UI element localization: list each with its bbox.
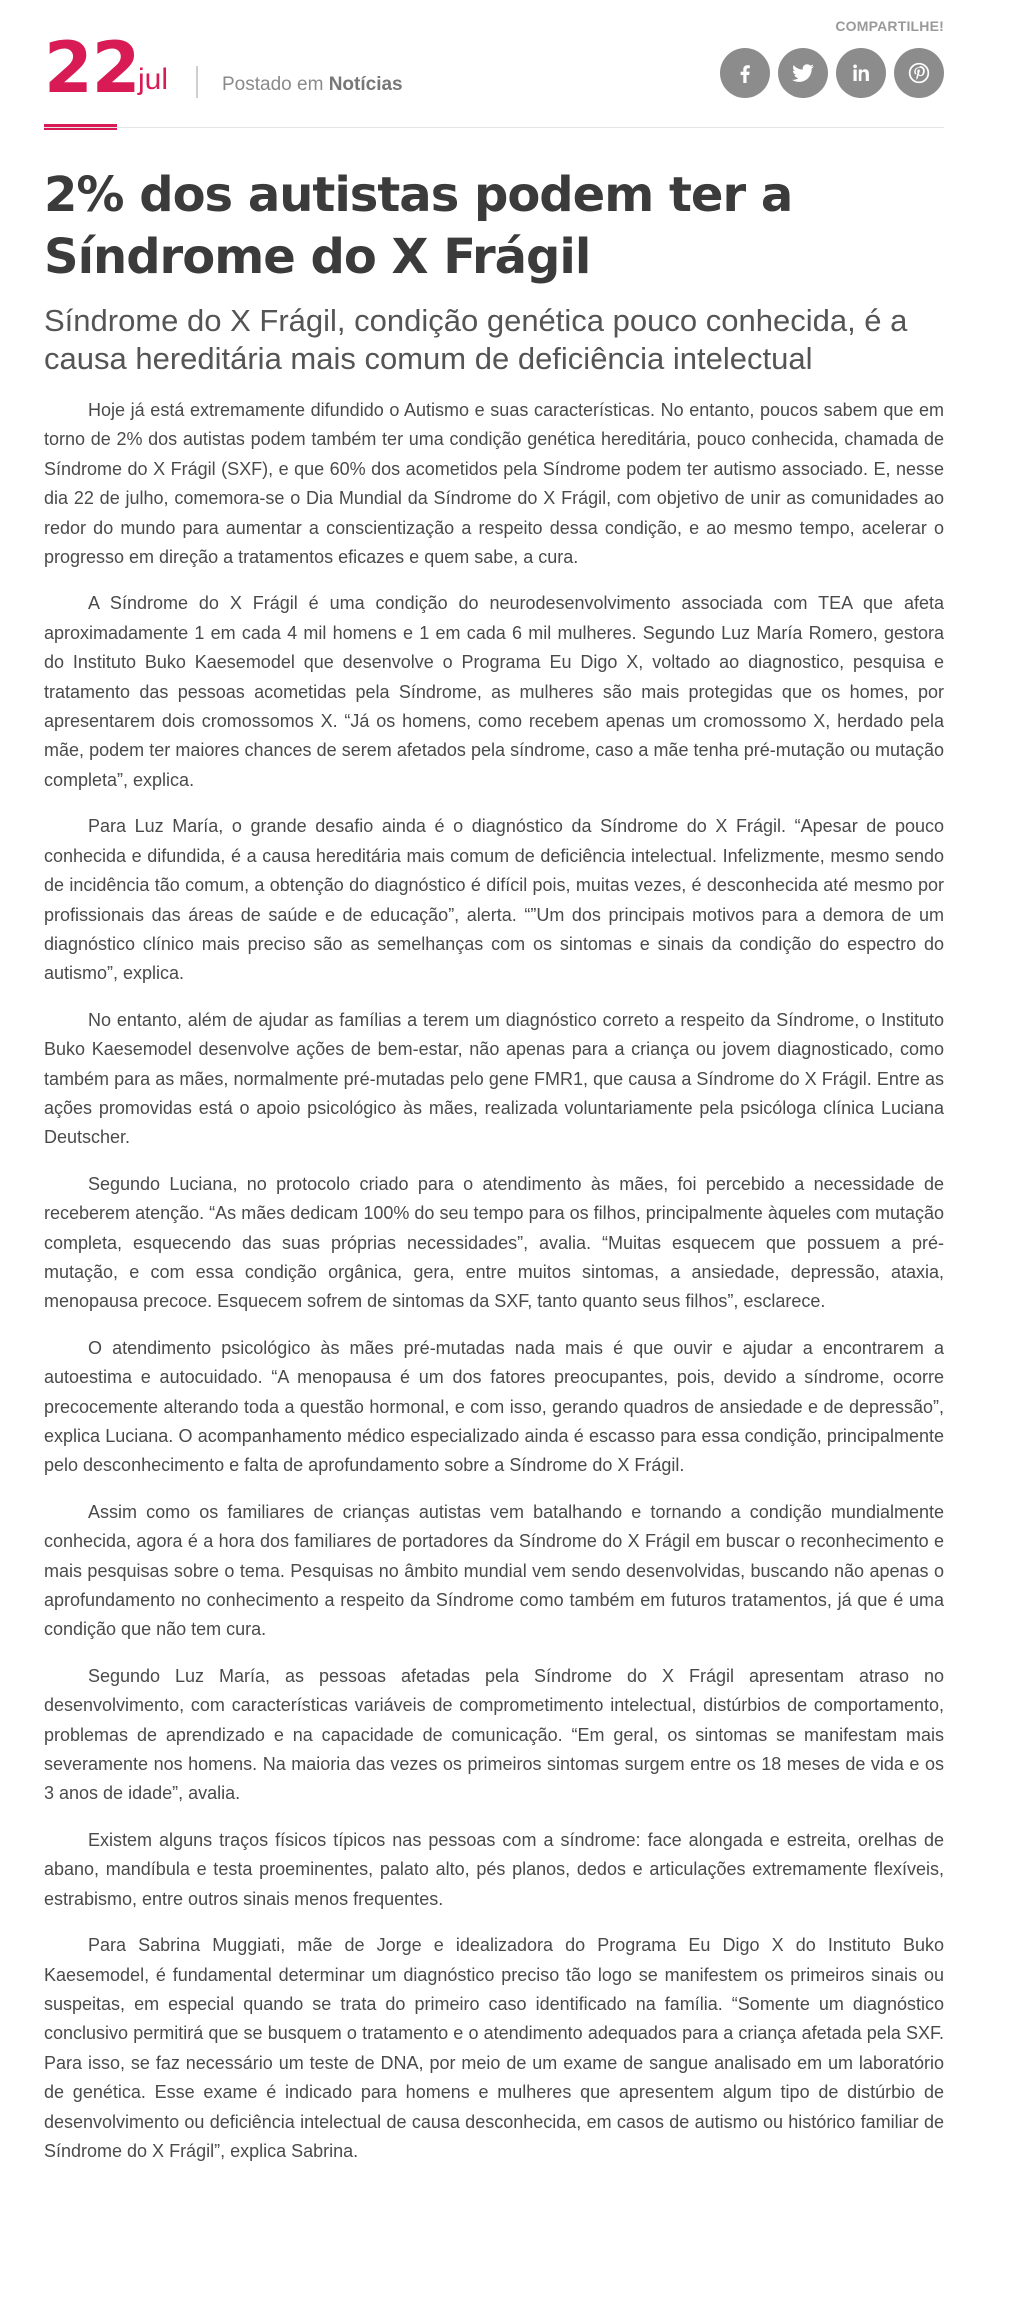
twitter-icon (790, 60, 816, 86)
share-twitter-button[interactable] (778, 48, 828, 98)
post-header (44, 0, 944, 130)
facebook-icon (733, 61, 757, 85)
posted-prefix: Postado em (222, 74, 324, 95)
linkedin-icon (849, 61, 873, 85)
category-link[interactable]: Notícias (328, 74, 403, 95)
paragraph: A Síndrome do X Frágil é uma condição do neurodesenvolvimento associada com TEA que afeta aproximadamente 1 em cada 4 mil homens e 1 em cada 6 mil mulheres. Segundo Luz María Romero, gestora do Instituto Buko Kaesemodel que desenvolve o Programa Eu Digo X, voltado ao diagnostico, pesquisa e tratamento das pessoas acometidas pela Síndrome, as mulheres são mais protegidas que os homes, por apresentarem dois cromossomos X. “Já os homens, como recebem apenas um cromossomo X, herdado pela mãe, podem ter maiores chances de serem afetados pela síndrome, caso a mãe tenha pré-mutação ou mutação completa”, explica. (44, 593, 944, 790)
post-date-month: jul (138, 63, 169, 96)
paragraph: Existem alguns traços físicos típicos nas pessoas com a síndrome: face alongada e estreita, orelhas de abano, mandíbula e testa proeminentes, palato alto, pés planos, dedos e articulações extremamente flexíveis, estrabismo, entre outros sinais menos frequentes. (44, 1829, 944, 1909)
share-pinterest-button[interactable] (894, 48, 944, 98)
paragraph: No entanto, além de ajudar as famílias a terem um diagnóstico correto a respeito da Síndrome, o Instituto Buko Kaesemodel desenvolve ações de bem-estar, não apenas para a criança ou jovem diagnosticado, como também para as mães, normalmente pré-mutadas pelo gene FMR1, que causa a Síndrome do X Frágil. Entre as ações promovidas está o apoio psicológico às mães, realizada voluntariamente pela psicóloga clínica Luciana Deutscher. (44, 1009, 944, 1148)
article-subtitle: Síndrome do X Frágil, condição genética pouco conhecida, é a causa hereditária mais comum de deficiência intelectual (44, 303, 908, 376)
paragraph: Hoje já está extremamente difundido o Autismo e suas características. No entanto, poucos sabem que em torno de 2% dos autistas podem também ter uma condição genética hereditária, pouco conhecida, chamada de Síndrome do X Frágil (SXF), e que 60% dos acometidos pela Síndrome podem ter autismo associado. E, nesse dia 22 de julho, comemora-se o Dia Mundial da Síndrome do X Frágil, com objetivo de unir as comunidades ao redor do mundo para aumentar a conscientização a respeito dessa condição, e ao mesmo tempo, acelerar o progresso em direção a tratamentos eficazes e quem sabe, a cura. (44, 400, 944, 568)
pinterest-icon (906, 60, 932, 86)
paragraph: Assim como os familiares de crianças autistas vem batalhando e tornando a condição mundialmente conhecida, agora é a hora dos familiares de portadores da Síndrome do X Frágil em buscar o reconhecimento e mais pesquisas sobre o tema. Pesquisas no âmbito mundial vem sendo desenvolvidas, buscando não apenas o aprofundamento no conhecimento a respeito da Síndrome como também em futuros tratamentos, já que é uma condição que não tem cura. (44, 1501, 944, 1640)
paragraph: Para Luz María, o grande desafio ainda é o diagnóstico da Síndrome do X Frágil. “Apesar de pouco conhecida e difundida, é a causa hereditária mais comum de deficiência intelectual. Infelizmente, mesmo sendo de incidência tão comum, a obtenção do diagnóstico é difícil pois, muitas vezes, é desconhecida até mesmo por profissionais das áreas de saúde e de educação”, alerta. “”Um dos principais motivos para a demora de um diagnóstico clínico mais preciso são as semelhanças com os sintomas e sinais da condição do espectro do autismo”, explica. (44, 816, 944, 984)
paragraph: Para Sabrina Muggiati, mãe de Jorge e idealizadora do Programa Eu Digo X do Instituto Buko Kaesemodel, é fundamental determinar um diagnóstico preciso tão logo se manifestem os primeiros sinais ou suspeitas, em especial quando se trata do primeiro caso identificado na família. “Somente um diagnóstico conclusivo permitirá que se busquem o tratamento e o atendimento adequados para a criança afetada pela SXF. Para isso, se faz necessário um teste de DNA, por meio de um exame de sangue analisado em um laboratório de genética. Esse exame é indicado para homens e mulheres que apresentem algum tipo de distúrbio de desenvolvimento ou deficiência intelectual de causa desconhecida, em casos de autismo ou histórico familiar de Síndrome do X Frágil”, explica Sabrina. (44, 1935, 944, 2161)
paragraph: Segundo Luciana, no protocolo criado para o atendimento às mães, foi percebido a necessidade de receberem atenção. “As mães dedicam 100% do seu tempo para os filhos, principalmente àqueles com mutação completa, esquecendo das suas próprias necessidades”, avalia. “Muitas esquecem que possuem a pré-mutação, e com essa condição orgânica, gera, entre muitos sintomas, a ansiedade, depressão, ataxia, menopausa precoce. Esquecem sofrem de sintomas da SXF, tanto quanto seus filhos”, esclarece. (44, 1173, 944, 1312)
header-rule (44, 127, 944, 128)
share-facebook-button[interactable] (720, 48, 770, 98)
post-date-day: 22 (44, 27, 140, 109)
article-body (44, 396, 944, 2166)
posted-in (222, 74, 403, 96)
paragraph: O atendimento psicológico às mães pré-mutadas nada mais é que ouvir e ajudar a encontrarem a autoestima e autocuidado. “A menopausa é um dos fatores preocupantes, pois, devido a síndrome, ocorre precocemente alterando toda a questão hormonal, e com isso, gerando quadros de ansiedade e de depressão”, explica Luciana. O acompanhamento médico especializado ainda é escasso para essa condição, principalmente pelo desconhecimento e falta de aprofundamento sobre a Síndrome do X Frágil. (44, 1337, 944, 1476)
share-label: COMPARTILHE! (835, 18, 944, 34)
header-divider (196, 66, 198, 98)
article-title: 2% dos autistas podem ter a Síndrome do X Frágil (44, 167, 793, 285)
share-icons (720, 48, 944, 98)
paragraph: Segundo Luz María, as pessoas afetadas pela Síndrome do X Frágil apresentam atraso no desenvolvimento, com características variáveis de comprometimento intelectual, distúrbios de comportamento, problemas de aprendizado e na capacidade de comunicação. “Em geral, os sintomas se manifestam mais severamente nos homens. Na maioria das vezes os primeiros sintomas surgem entre os 18 meses de vida e os 3 anos de idade”, avalia. (44, 1665, 944, 1804)
share-linkedin-button[interactable] (836, 48, 886, 98)
article-content (44, 164, 944, 2183)
